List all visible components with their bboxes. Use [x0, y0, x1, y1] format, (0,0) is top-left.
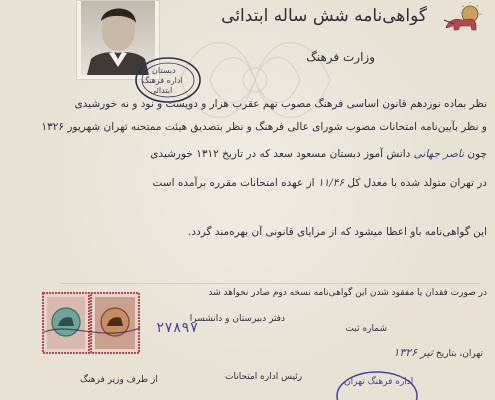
- photo-seal-line-1: دبستان: [152, 66, 176, 75]
- issue-date-prefix: تهران، بتاریخ: [435, 349, 483, 359]
- signature-exam-office-label: رئیس اداره امتحانات: [225, 372, 303, 382]
- body-line-1: نظر بماده نوزدهم قانون اساسی فرهنگ مصوب نهم عقرب هزار و دویست و نود و نه خورشیدی: [74, 98, 487, 110]
- issue-date-line: [393, 346, 483, 359]
- body-line-3-rest: دانش آموز دبستان مسعود سعد که در تاریخ ۱۳۱۲ خورشیدی: [150, 148, 411, 160]
- registration-number-label: شماره ثبت: [345, 324, 387, 334]
- ministry-name: وزارت فرهنگ: [306, 50, 375, 64]
- body-line-4-mid: متولد شده با معدل کل: [347, 177, 447, 189]
- body-line-2: و نظر بآیین‌نامه امتحانات مصوب شورای عالی فرهنگ و نظر بتصدیق هیئت ممتحنه تهران شهریور ۱۳۲۶: [41, 121, 487, 133]
- certificate-title: گواهی‌نامه شش ساله ابتدائی: [221, 6, 427, 26]
- photo-seal-line-3: ابتدائی: [150, 86, 173, 95]
- student-name: ناصر جهانی: [413, 148, 465, 160]
- birth-city: در تهران: [449, 177, 487, 189]
- body-line-6: در صورت فقدان یا مفقود شدن این گواهی‌نامه نسخه دوم صادر نخواهد شد: [208, 288, 487, 298]
- lion-and-sun-emblem-icon: [440, 2, 488, 32]
- average-score: ۱۱/۴۶: [317, 177, 345, 189]
- signature-minister-label: از طرف وزیر فرهنگ: [80, 375, 158, 385]
- registration-office-label: دفتر دبیرستان و دانشسرا: [189, 314, 285, 324]
- body-line-3: [150, 148, 487, 160]
- section-divider: [60, 283, 480, 284]
- body-line-3-start: چون: [467, 148, 487, 160]
- body-line-4: [152, 177, 487, 189]
- bottom-seal-text: اداره فرهنگ تهران: [344, 377, 414, 387]
- revenue-stamp-icon: [42, 292, 142, 354]
- photo-seal-line-2: اداره فرهنگ: [142, 76, 183, 85]
- body-line-5: این گواهی‌نامه باو اعطا میشود که از مزایای قانونی آن بهره‌مند گردد.: [188, 226, 487, 238]
- issue-date: تیر ۱۳۲۶: [393, 346, 433, 359]
- registration-number: ۲۷۸۹۷: [156, 320, 199, 336]
- body-line-4-rest: از عهده امتحانات مقرره برآمده است: [152, 177, 315, 189]
